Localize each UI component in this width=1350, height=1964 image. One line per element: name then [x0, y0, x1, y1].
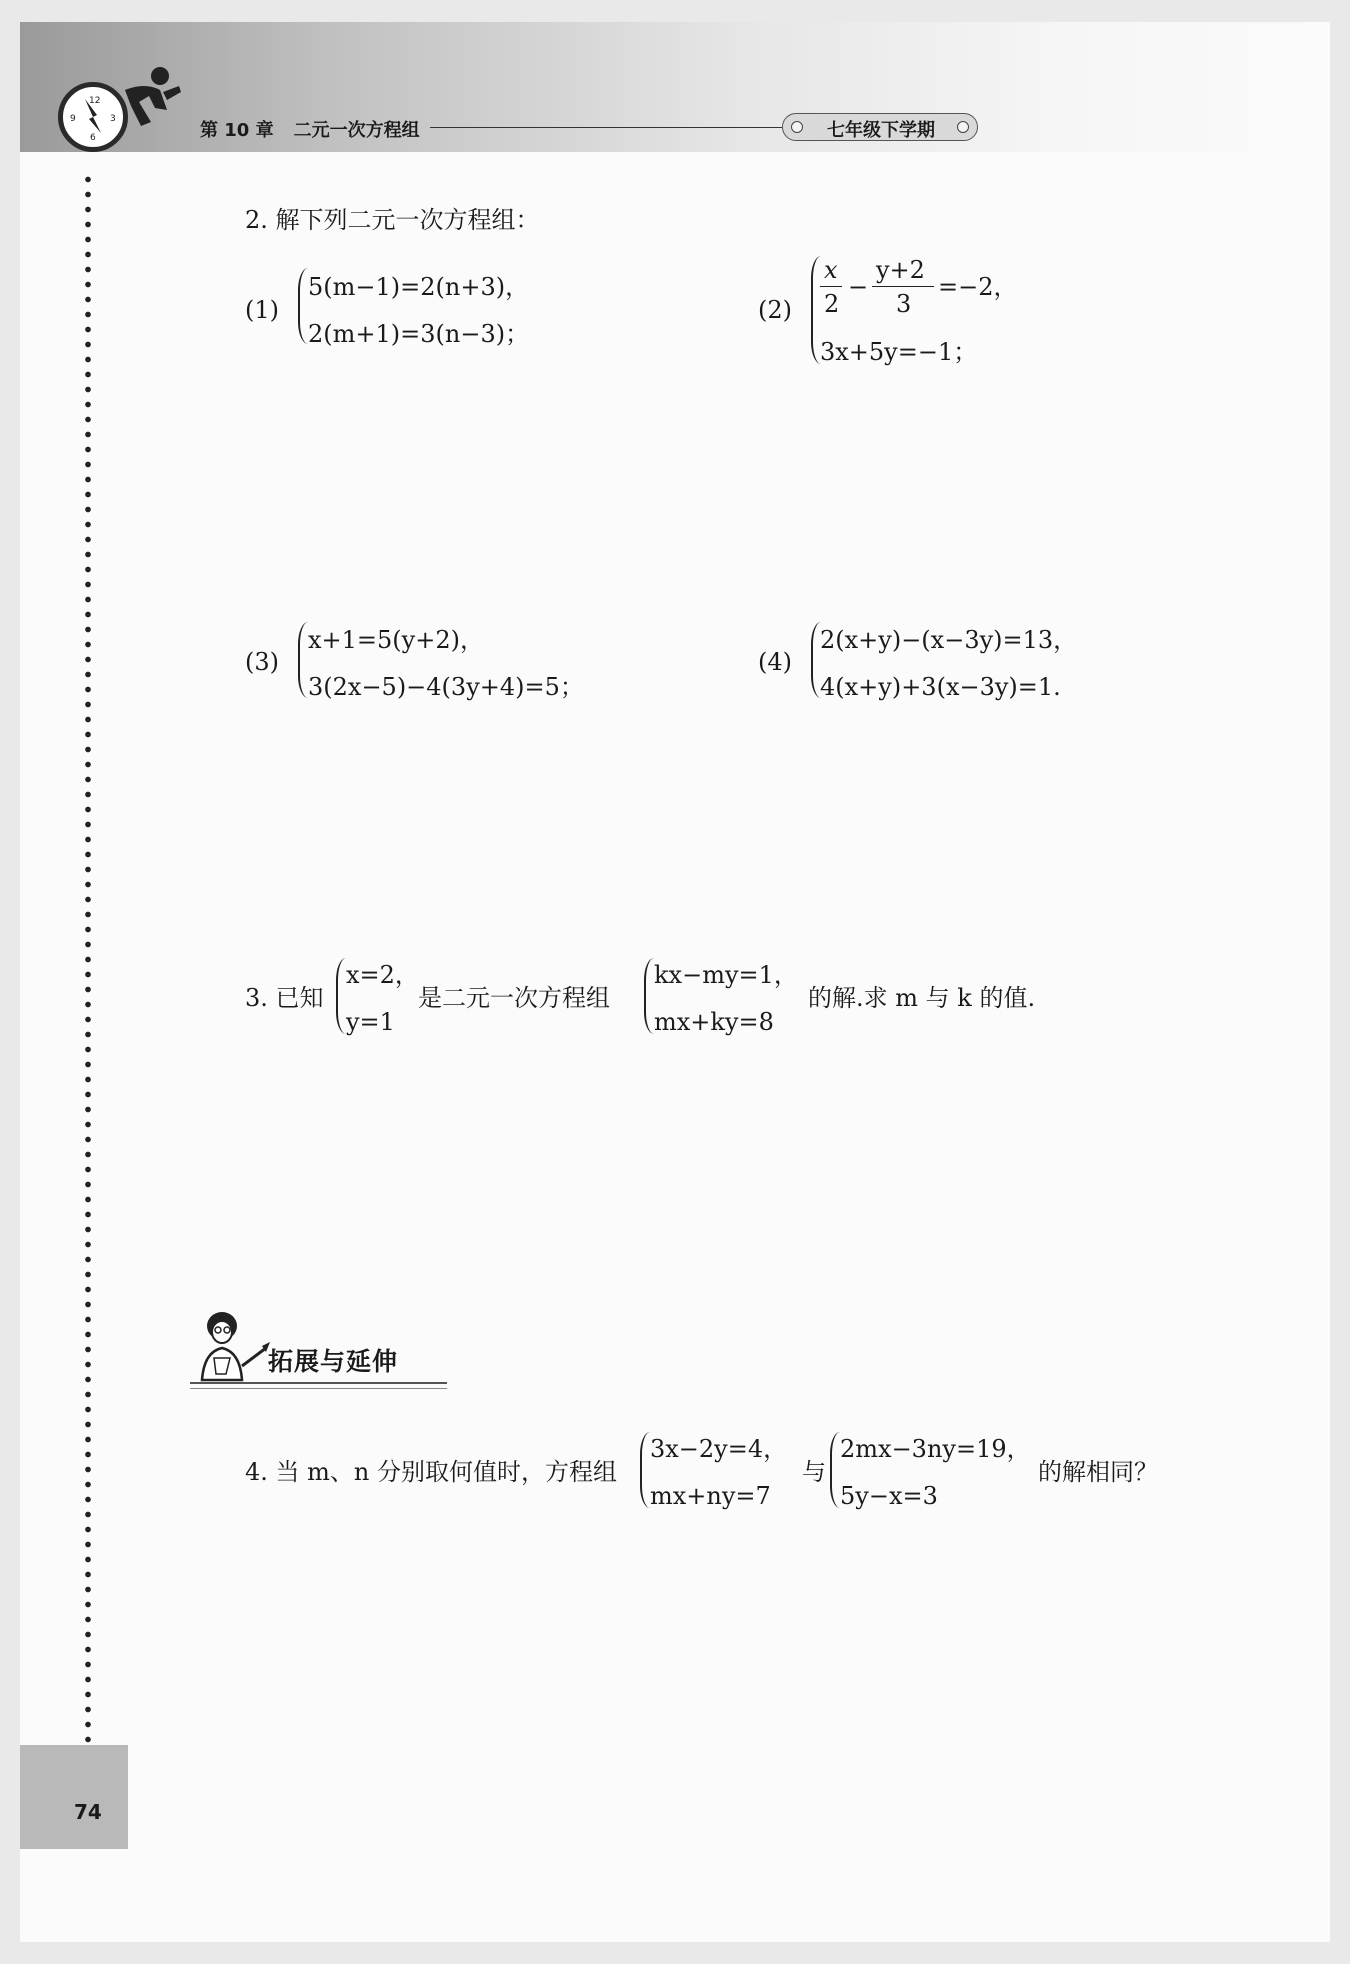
page-number-tab [20, 1745, 128, 1849]
q2-p3-eq2: 3(2x−5)−4(3y+4)=5； [308, 673, 584, 701]
q2-p2-frac1-bar [820, 286, 842, 287]
grade-label: 七年级下学期 [827, 120, 935, 141]
q2-p2-frac2-num: y+2 [876, 256, 925, 284]
q2-intro: 2. 解下列二元一次方程组： [245, 206, 540, 234]
q2-p2-frac2-den: 3 [896, 290, 912, 318]
q2-p4-label: (4) [758, 648, 792, 676]
q2-p2-frac1-num: x [824, 256, 838, 284]
q3-sys1-eq2: y=1 [346, 1008, 395, 1036]
q4-sys1-eq1: 3x−2y=4， [650, 1435, 788, 1463]
chapter-heading [200, 116, 420, 142]
q3-sys1-eq1: x=2， [346, 961, 419, 989]
q3-sys2-eq1: kx−my=1， [654, 961, 798, 989]
q2-p3-eq1: x+1=5(y+2)， [308, 626, 484, 654]
binding-dotted-line [84, 172, 92, 1750]
svg-text:3: 3 [110, 114, 116, 124]
q2-p2-eq2: 3x+5y=−1； [820, 338, 978, 366]
chapter-title: 二元一次方程组 [293, 120, 420, 141]
q4-sys2-eq1: 2mx−3ny=19， [840, 1435, 1031, 1463]
teacher-icon [190, 1308, 272, 1390]
q3-prefix: 3. 已知 [245, 984, 324, 1012]
q2-p1-eq1: 5(m−1)=2(n+3)， [308, 273, 530, 301]
q4-middle: 与 [802, 1458, 826, 1486]
grade-badge [782, 113, 978, 141]
q4-sys1-eq2: mx+ny=7 [650, 1482, 771, 1510]
q3-middle: 是二元一次方程组 [418, 984, 610, 1012]
chapter-number: 第 10 章 [200, 120, 274, 141]
header-divider [430, 127, 782, 128]
q2-p2-minus: − [848, 273, 869, 301]
q2-p2-frac1-den: 2 [824, 290, 840, 318]
q4-prefix: 4. 当 m、n 分别取何值时，方程组 [245, 1458, 617, 1486]
page-number: 74 [74, 1800, 102, 1824]
q2-p4-eq1: 2(x+y)−(x−3y)=13， [820, 626, 1078, 654]
badge-dot-right-icon [957, 121, 969, 133]
q2-p3-label: (3) [245, 648, 279, 676]
svg-text:6: 6 [90, 133, 96, 143]
runner-icon [105, 62, 185, 142]
svg-text:12: 12 [89, 96, 101, 106]
badge-dot-left-icon [791, 121, 803, 133]
svg-text:9: 9 [70, 114, 76, 124]
q2-p2-rhs: =−2， [938, 273, 1018, 301]
q4-sys2-eq2: 5y−x=3 [840, 1482, 938, 1510]
q4-suffix: 的解相同？ [1038, 1458, 1158, 1486]
q2-p1-label: (1) [245, 296, 279, 324]
q3-sys2-eq2: mx+ky=8 [654, 1008, 774, 1036]
q2-p1-eq2: 2(m+1)=3(n−3)； [308, 320, 530, 348]
section-title: 拓展与延伸 [268, 1347, 399, 1376]
q2-p2-frac2-bar [872, 286, 934, 287]
section-underline-thin [190, 1388, 447, 1389]
q2-p4-eq2: 4(x+y)+3(x−3y)=1. [820, 673, 1061, 701]
q2-p2-label: (2) [758, 296, 792, 324]
section-underline [190, 1382, 447, 1384]
q3-suffix: 的解.求 m 与 k 的值. [808, 984, 1036, 1012]
